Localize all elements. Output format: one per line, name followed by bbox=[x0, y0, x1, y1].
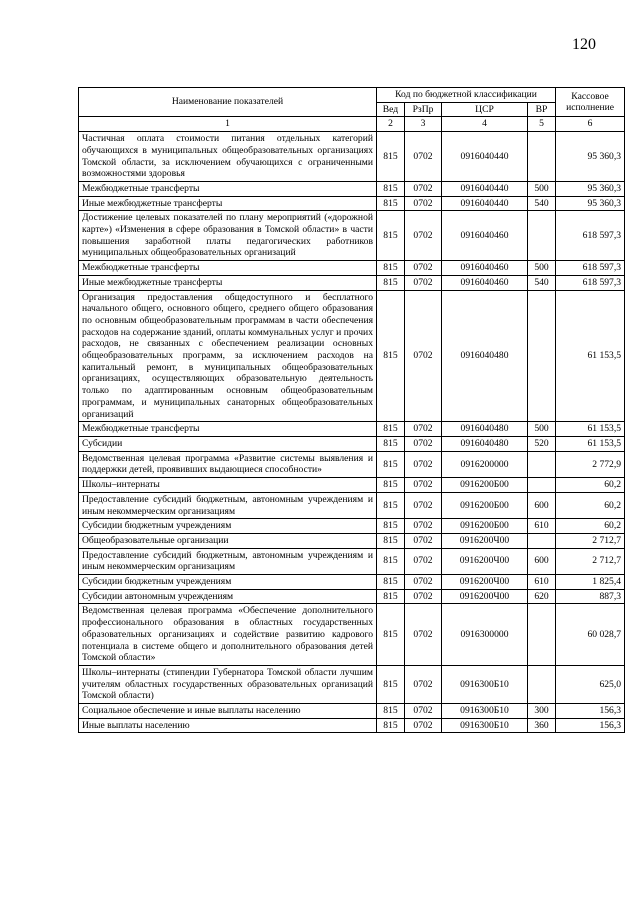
row-ved: 815 bbox=[377, 261, 405, 276]
row-csr: 0916200Ч00 bbox=[442, 575, 528, 590]
row-ved: 815 bbox=[377, 275, 405, 290]
row-name: Социальное обеспечение и иные выплаты населению bbox=[79, 704, 377, 719]
row-name: Достижение целевых показателей по плану мероприятий («дорожной карте») «Изменения в сфере образования в Томской области» в части повышения заработной платы педагогических работников муниципальных общеобразовательных организаций bbox=[79, 211, 377, 261]
row-vr: 540 bbox=[528, 196, 556, 211]
row-rzpr: 0702 bbox=[405, 132, 442, 182]
header-ved: Вед bbox=[377, 102, 405, 117]
col-number: 3 bbox=[405, 117, 442, 132]
table-row bbox=[79, 704, 625, 719]
row-csr: 0916200Б00 bbox=[442, 492, 528, 518]
row-amount: 2 772,9 bbox=[556, 451, 625, 477]
row-amount: 156,3 bbox=[556, 704, 625, 719]
budget-table bbox=[78, 87, 625, 733]
row-name: Общеобразовательные организации bbox=[79, 533, 377, 548]
header-csr: ЦСР bbox=[442, 102, 528, 117]
table-row bbox=[79, 519, 625, 534]
row-name: Частичная оплата стоимости питания отдельных категорий обучающихся в муниципальных общеобразовательных организациях Томской области, за исключением обучающихся с ограниченными возможностями здоровья bbox=[79, 132, 377, 182]
row-name: Предоставление субсидий бюджетным, автономным учреждениям и иным некоммерческим организациям bbox=[79, 492, 377, 518]
row-name: Организация предоставления общедоступного и бесплатного начального общего, основного общего, среднего общего образования по основным общеобразовательным программам в части обеспечения расходов на содержание зданий, оплаты коммунальных услуг и прочих расходов, не связанных с обеспечением реализации основных общеобразовательных программ, за исключением расходов на капитальный ремонт, в муниципальных общеобразовательных организациях, осуществляющих образовательную деятельность только по адаптированным основным общеобразовательным программам, и муниципальных санаторных общеобразовательных организаций bbox=[79, 290, 377, 422]
header-amount: Кассовое исполнение bbox=[556, 88, 625, 117]
row-rzpr: 0702 bbox=[405, 519, 442, 534]
row-vr bbox=[528, 604, 556, 666]
row-name: Иные выплаты населению bbox=[79, 718, 377, 733]
row-vr: 360 bbox=[528, 718, 556, 733]
row-csr: 0916200Ч00 bbox=[442, 548, 528, 574]
row-vr bbox=[528, 533, 556, 548]
row-amount: 156,3 bbox=[556, 718, 625, 733]
row-vr: 500 bbox=[528, 181, 556, 196]
row-ved: 815 bbox=[377, 290, 405, 422]
col-number: 4 bbox=[442, 117, 528, 132]
table-row bbox=[79, 548, 625, 574]
header-vr: ВР bbox=[528, 102, 556, 117]
row-ved: 815 bbox=[377, 422, 405, 437]
row-csr: 0916040480 bbox=[442, 436, 528, 451]
row-vr: 610 bbox=[528, 575, 556, 590]
row-rzpr: 0702 bbox=[405, 492, 442, 518]
row-ved: 815 bbox=[377, 718, 405, 733]
row-name: Субсидии автономным учреждениям bbox=[79, 589, 377, 604]
row-ved: 815 bbox=[377, 196, 405, 211]
row-ved: 815 bbox=[377, 181, 405, 196]
row-csr: 0916300Б10 bbox=[442, 718, 528, 733]
row-csr: 0916040480 bbox=[442, 422, 528, 437]
table-body bbox=[79, 132, 625, 733]
row-csr: 0916040460 bbox=[442, 261, 528, 276]
table-row bbox=[79, 478, 625, 493]
row-amount: 60,2 bbox=[556, 519, 625, 534]
row-vr: 600 bbox=[528, 548, 556, 574]
row-ved: 815 bbox=[377, 211, 405, 261]
row-vr: 520 bbox=[528, 436, 556, 451]
table-row bbox=[79, 275, 625, 290]
row-csr: 0916200Ч00 bbox=[442, 589, 528, 604]
table-row bbox=[79, 604, 625, 666]
row-name: Школы–интернаты (стипендии Губернатора Томской области лучшим учителям областных государственных образовательных организаций Томской области) bbox=[79, 665, 377, 703]
row-vr bbox=[528, 290, 556, 422]
row-amount: 887,3 bbox=[556, 589, 625, 604]
row-vr bbox=[528, 211, 556, 261]
col-number: 5 bbox=[528, 117, 556, 132]
row-name: Межбюджетные трансферты bbox=[79, 261, 377, 276]
table-row bbox=[79, 290, 625, 422]
row-rzpr: 0702 bbox=[405, 665, 442, 703]
row-amount: 618 597,3 bbox=[556, 261, 625, 276]
table-row bbox=[79, 451, 625, 477]
row-amount: 95 360,3 bbox=[556, 196, 625, 211]
row-ved: 815 bbox=[377, 436, 405, 451]
row-csr: 0916040460 bbox=[442, 275, 528, 290]
row-csr: 0916040440 bbox=[442, 196, 528, 211]
row-ved: 815 bbox=[377, 478, 405, 493]
row-rzpr: 0702 bbox=[405, 589, 442, 604]
row-name: Предоставление субсидий бюджетным, автономным учреждениям и иным некоммерческим организациям bbox=[79, 548, 377, 574]
row-csr: 0916040480 bbox=[442, 290, 528, 422]
row-csr: 0916300000 bbox=[442, 604, 528, 666]
header-rzpr: РзПр bbox=[405, 102, 442, 117]
row-amount: 2 712,7 bbox=[556, 548, 625, 574]
row-csr: 0916040440 bbox=[442, 132, 528, 182]
row-rzpr: 0702 bbox=[405, 575, 442, 590]
row-rzpr: 0702 bbox=[405, 275, 442, 290]
table-row bbox=[79, 575, 625, 590]
row-name: Иные межбюджетные трансферты bbox=[79, 275, 377, 290]
row-amount: 618 597,3 bbox=[556, 275, 625, 290]
table-row bbox=[79, 718, 625, 733]
row-vr bbox=[528, 451, 556, 477]
row-vr: 500 bbox=[528, 422, 556, 437]
row-name: Субсидии бюджетным учреждениям bbox=[79, 575, 377, 590]
row-amount: 60 028,7 bbox=[556, 604, 625, 666]
row-ved: 815 bbox=[377, 604, 405, 666]
row-rzpr: 0702 bbox=[405, 533, 442, 548]
row-amount: 61 153,5 bbox=[556, 422, 625, 437]
row-name: Ведомственная целевая программа «Развитие системы выявления и поддержки детей, проявивших выдающиеся способности» bbox=[79, 451, 377, 477]
col-number: 2 bbox=[377, 117, 405, 132]
row-rzpr: 0702 bbox=[405, 211, 442, 261]
table-row bbox=[79, 261, 625, 276]
row-ved: 815 bbox=[377, 548, 405, 574]
row-rzpr: 0702 bbox=[405, 718, 442, 733]
row-amount: 61 153,5 bbox=[556, 436, 625, 451]
table-row bbox=[79, 533, 625, 548]
table-row bbox=[79, 211, 625, 261]
row-rzpr: 0702 bbox=[405, 604, 442, 666]
table-row bbox=[79, 132, 625, 182]
page-number: 120 bbox=[572, 36, 596, 53]
row-ved: 815 bbox=[377, 132, 405, 182]
row-vr: 620 bbox=[528, 589, 556, 604]
table-row bbox=[79, 181, 625, 196]
table-row bbox=[79, 422, 625, 437]
row-name: Иные межбюджетные трансферты bbox=[79, 196, 377, 211]
row-vr: 600 bbox=[528, 492, 556, 518]
row-rzpr: 0702 bbox=[405, 261, 442, 276]
header-row bbox=[79, 88, 625, 103]
row-ved: 815 bbox=[377, 519, 405, 534]
row-amount: 1 825,4 bbox=[556, 575, 625, 590]
row-csr: 0916040440 bbox=[442, 181, 528, 196]
row-vr: 500 bbox=[528, 261, 556, 276]
column-number-row bbox=[79, 117, 625, 132]
row-rzpr: 0702 bbox=[405, 436, 442, 451]
col-number: 6 bbox=[556, 117, 625, 132]
row-rzpr: 0702 bbox=[405, 422, 442, 437]
table-row bbox=[79, 196, 625, 211]
table-row bbox=[79, 436, 625, 451]
row-name: Ведомственная целевая программа «Обеспечение дополнительного профессионального образования в областных государственных образовательных организациях и содействие развитию кадрового потенциала в системе общего и дополнительного образования детей Томской области» bbox=[79, 604, 377, 666]
row-amount: 2 712,7 bbox=[556, 533, 625, 548]
row-name: Межбюджетные трансферты bbox=[79, 181, 377, 196]
row-rzpr: 0702 bbox=[405, 548, 442, 574]
row-csr: 0916200Ч00 bbox=[442, 533, 528, 548]
row-rzpr: 0702 bbox=[405, 196, 442, 211]
header-code-group: Код по бюджетной классификации bbox=[377, 88, 556, 103]
row-ved: 815 bbox=[377, 589, 405, 604]
row-name: Школы–интернаты bbox=[79, 478, 377, 493]
row-rzpr: 0702 bbox=[405, 478, 442, 493]
row-name: Субсидии бюджетным учреждениям bbox=[79, 519, 377, 534]
row-csr: 0916200Б00 bbox=[442, 519, 528, 534]
row-vr bbox=[528, 478, 556, 493]
row-vr: 540 bbox=[528, 275, 556, 290]
row-ved: 815 bbox=[377, 492, 405, 518]
row-vr: 300 bbox=[528, 704, 556, 719]
row-amount: 60,2 bbox=[556, 478, 625, 493]
row-csr: 0916040460 bbox=[442, 211, 528, 261]
row-rzpr: 0702 bbox=[405, 451, 442, 477]
row-name: Субсидии bbox=[79, 436, 377, 451]
row-csr: 0916200Б00 bbox=[442, 478, 528, 493]
row-rzpr: 0702 bbox=[405, 704, 442, 719]
row-ved: 815 bbox=[377, 575, 405, 590]
row-vr: 610 bbox=[528, 519, 556, 534]
row-rzpr: 0702 bbox=[405, 181, 442, 196]
row-ved: 815 bbox=[377, 665, 405, 703]
row-csr: 0916300Б10 bbox=[442, 704, 528, 719]
row-name: Межбюджетные трансферты bbox=[79, 422, 377, 437]
table-row bbox=[79, 665, 625, 703]
row-amount: 95 360,3 bbox=[556, 181, 625, 196]
table-row bbox=[79, 589, 625, 604]
row-csr: 0916300Б10 bbox=[442, 665, 528, 703]
row-amount: 61 153,5 bbox=[556, 290, 625, 422]
row-ved: 815 bbox=[377, 704, 405, 719]
row-ved: 815 bbox=[377, 533, 405, 548]
row-csr: 0916200000 bbox=[442, 451, 528, 477]
row-amount: 618 597,3 bbox=[556, 211, 625, 261]
row-vr bbox=[528, 665, 556, 703]
row-amount: 95 360,3 bbox=[556, 132, 625, 182]
row-vr bbox=[528, 132, 556, 182]
row-ved: 815 bbox=[377, 451, 405, 477]
header-name: Наименование показателей bbox=[79, 88, 377, 117]
row-rzpr: 0702 bbox=[405, 290, 442, 422]
row-amount: 60,2 bbox=[556, 492, 625, 518]
col-number: 1 bbox=[79, 117, 377, 132]
row-amount: 625,0 bbox=[556, 665, 625, 703]
table-row bbox=[79, 492, 625, 518]
